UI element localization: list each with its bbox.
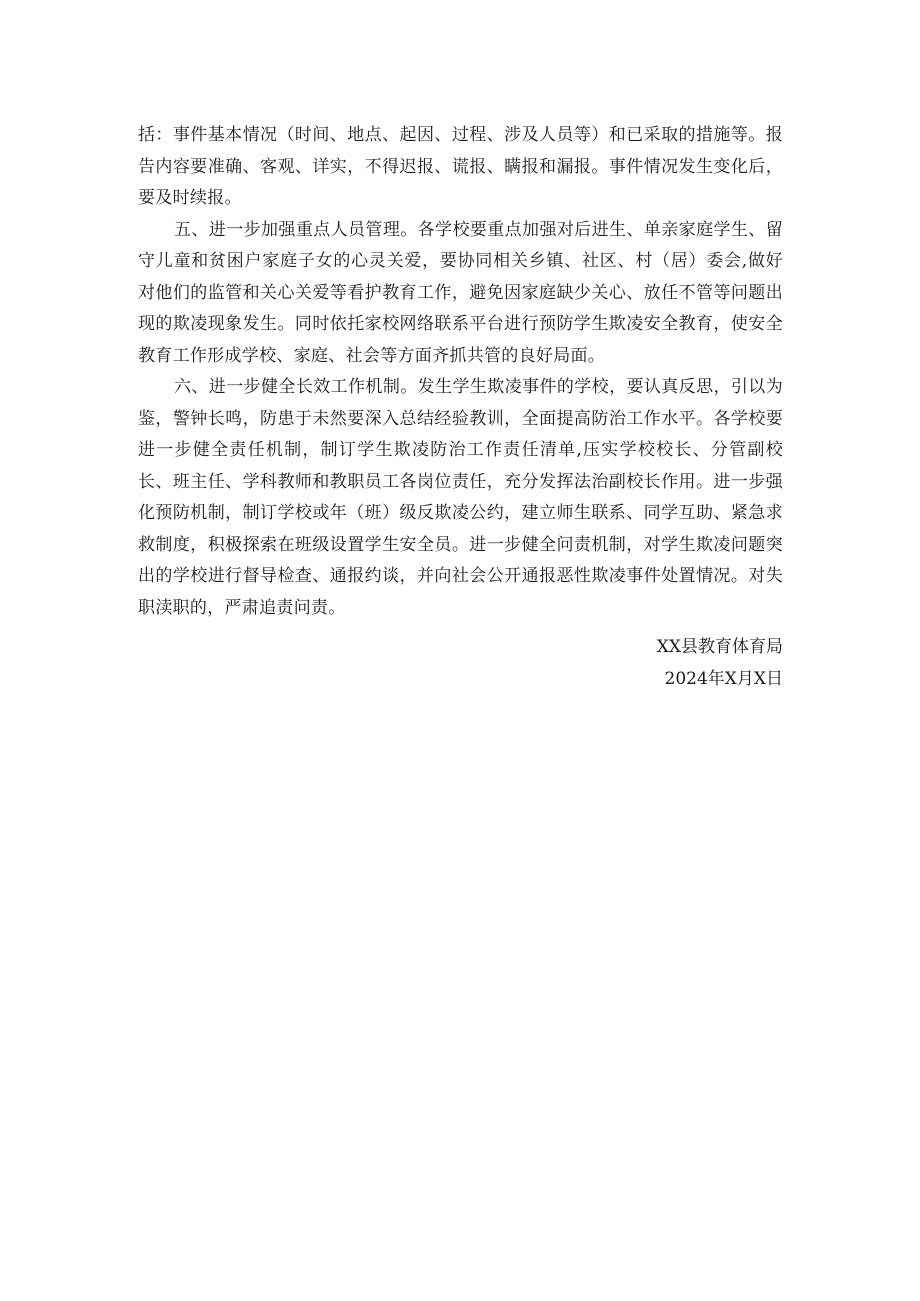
paragraph-continuation: 括：事件基本情况（时间、地点、起因、过程、涉及人员等）和已采取的措施等。报告内容要准确、客观、详实，不得迟报、谎报、瞒报和漏报。事件情况发生变化后，要及时续报。: [138, 125, 783, 208]
signature-block: [138, 632, 783, 695]
paragraph-point-six: 六、进一步健全长效工作机制。发生学生欺凌事件的学校，要认真反思，引以为鉴，警钟长鸣，防患于未然要深入总结经验教训，全面提高防治工作水平。各学校要进一步健全责任机制，制订学生欺凌防治工作责任清单,压实学校校长、分管副校长、班主任、学科教师和教职员工各岗位责任，充分发挥法治副校长作用。进一步强化预防机制，制订学校或年（班）级反欺凌公约，建立师生联系、同学互助、紧急求救制度，积极探索在班级设置学生安全员。进一步健全问责机制，对学生欺凌问题突出的学校进行督导检查、通报约谈，并向社会公开通报恶性欺凌事件处置情况。对失职渎职的，严肃追责问责。: [138, 377, 783, 618]
signature-organization: XX县教育体育局: [656, 637, 783, 657]
document-body: [138, 120, 783, 695]
paragraph-point-five: 五、进一步加强重点人员管理。各学校要重点加强对后进生、单亲家庭学生、留守儿童和贫困户家庭子女的心灵关爱，要协同相关乡镇、社区、村（居）委会,做好对他们的监管和关心关爱等看护教育工作，避免因家庭缺少关心、放任不管等问题出现的欺凌现象发生。同时依托家校网络联系平台进行预防学生欺凌安全教育，使安全教育工作形成学校、家庭、社会等方面齐抓共管的良好局面。: [138, 219, 783, 366]
signature-date: 2024年X月X日: [664, 668, 783, 689]
